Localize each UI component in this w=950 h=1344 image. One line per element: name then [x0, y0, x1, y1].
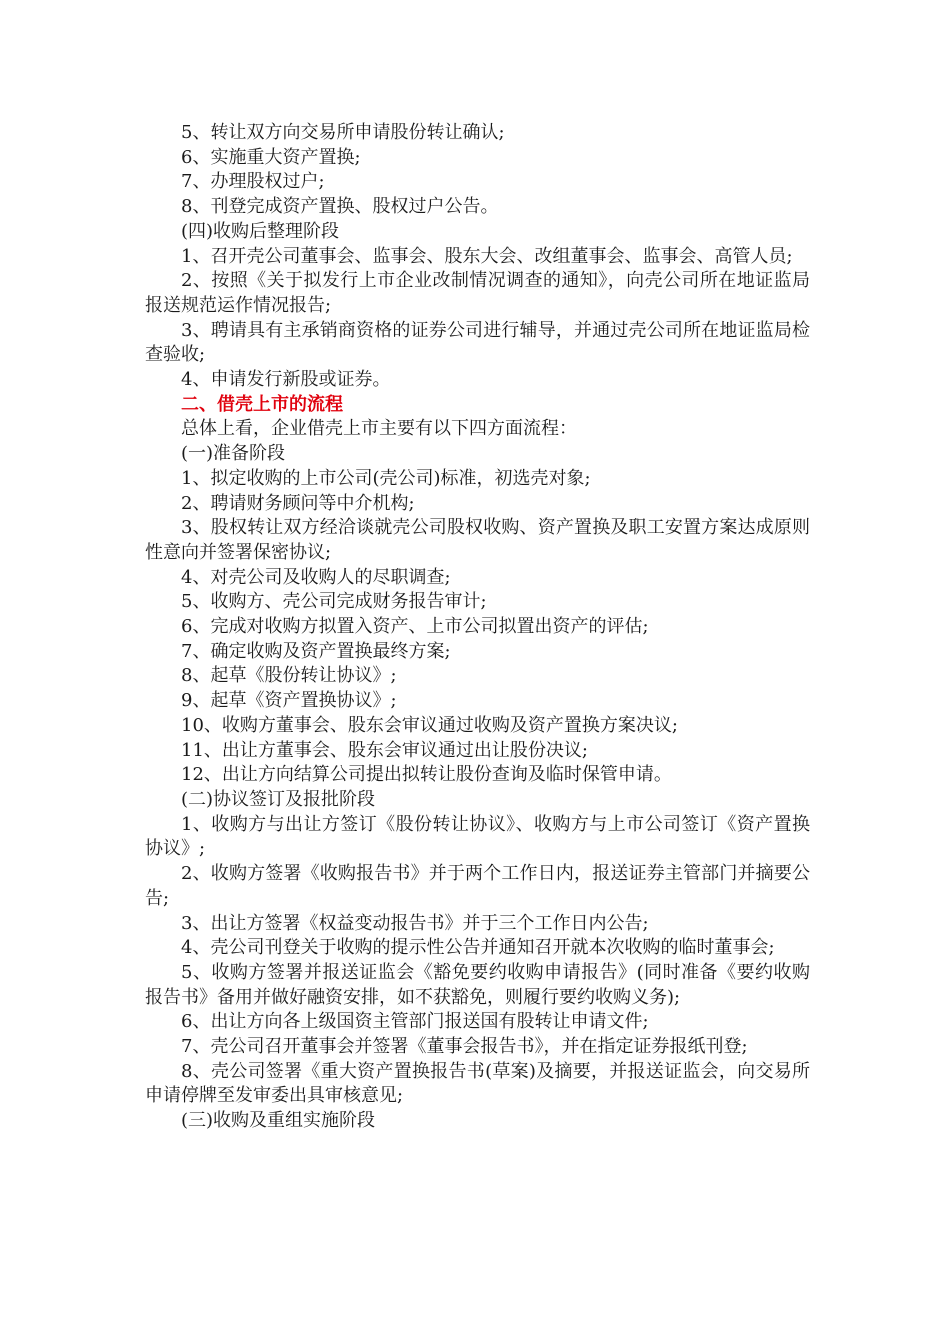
- para-1: 5、转让双方向交易所申请股份转让确认;: [181, 122, 505, 143]
- para-15: 3、股权转让双方经洽谈就壳公司股权收购、资产置换及职工安置方案达成原则性意向并签署保密协议;: [145, 517, 810, 563]
- para-26: 1、收购方与出让方签订《股份转让协议》、收购方与上市公司签订《资产置换协议》;: [145, 813, 810, 860]
- section-heading-4: (四)收购后整理阶段: [181, 220, 340, 242]
- para-33: 8、壳公司签署《重大资产置换报告书(草案)及摘要，并报送证监会，向交易所申请停牌至发审委出具审核意见;: [145, 1060, 810, 1107]
- para-21: 9、起草《资产置换协议》;: [181, 690, 397, 712]
- para-16: 4、对壳公司及收购人的尽职调查;: [181, 566, 451, 588]
- para-30: 5、收购方签署并报送证监会《豁免要约收购申请报告》(同时准备《要约收购报告书》备用并做好融资安排，如不获豁免，则履行要约收购义务);: [145, 961, 810, 1008]
- para-13: 1、拟定收购的上市公司(壳公司)标准，初选壳对象;: [181, 467, 591, 489]
- para-23: 11、出让方董事会、股东会审议通过出让股份决议;: [181, 739, 588, 761]
- para-22: 10、收购方董事会、股东会审议通过收购及资产置换方案决议;: [181, 714, 678, 736]
- para-18: 6、完成对收购方拟置入资产、上市公司拟置出资产的评估;: [181, 616, 649, 638]
- para-3: 7、办理股权过户;: [181, 171, 325, 193]
- section-heading-3: (三)收购及重组实施阶段: [181, 1110, 376, 1132]
- para-31: 6、出让方向各上级国资主管部门报送国有股转让申请文件;: [181, 1011, 649, 1033]
- section-heading-2: (二)协议签订及报批阶段: [181, 788, 376, 810]
- para-17: 5、收购方、壳公司完成财务报告审计;: [181, 591, 487, 613]
- para-14: 2、聘请财务顾问等中介机构;: [181, 492, 415, 514]
- document-body: [145, 121, 810, 1134]
- chapter-heading: 二、借壳上市的流程: [181, 393, 343, 415]
- intro-para: 总体上看，企业借壳上市主要有以下四方面流程：: [181, 418, 577, 440]
- para-2: 6、实施重大资产置换;: [181, 146, 361, 168]
- para-27: 2、收购方签署《收购报告书》并于两个工作日内，报送证券主管部门并摘要公告;: [145, 863, 810, 909]
- section-heading-1: (一)准备阶段: [181, 443, 286, 465]
- para-29: 4、壳公司刊登关于收购的提示性公告并通知召开就本次收购的临时董事会;: [181, 937, 775, 959]
- para-32: 7、壳公司召开董事会并签署《董事会报告书》，并在指定证券报纸刊登;: [181, 1036, 748, 1058]
- para-20: 8、起草《股份转让协议》;: [181, 665, 397, 687]
- para-9: 4、申请发行新股或证券。: [181, 369, 391, 391]
- para-24: 12、出让方向结算公司提出拟转让股份查询及临时保管申请。: [181, 764, 672, 786]
- para-28: 3、出让方签署《权益变动报告书》并于三个工作日内公告;: [181, 912, 649, 934]
- para-19: 7、确定收购及资产置换最终方案;: [181, 640, 451, 662]
- para-7: 2、按照《关于拟发行上市企业改制情况调查的通知》，向壳公司所在地证监局报送规范运作情况报告;: [145, 270, 810, 316]
- para-6: 1、召开壳公司董事会、监事会、股东大会、改组董事会、监事会、高管人员;: [181, 245, 793, 267]
- para-4: 8、刊登完成资产置换、股权过户公告。: [181, 196, 499, 218]
- para-8: 3、聘请具有主承销商资格的证券公司进行辅导，并通过壳公司所在地证监局检查验收;: [145, 319, 810, 366]
